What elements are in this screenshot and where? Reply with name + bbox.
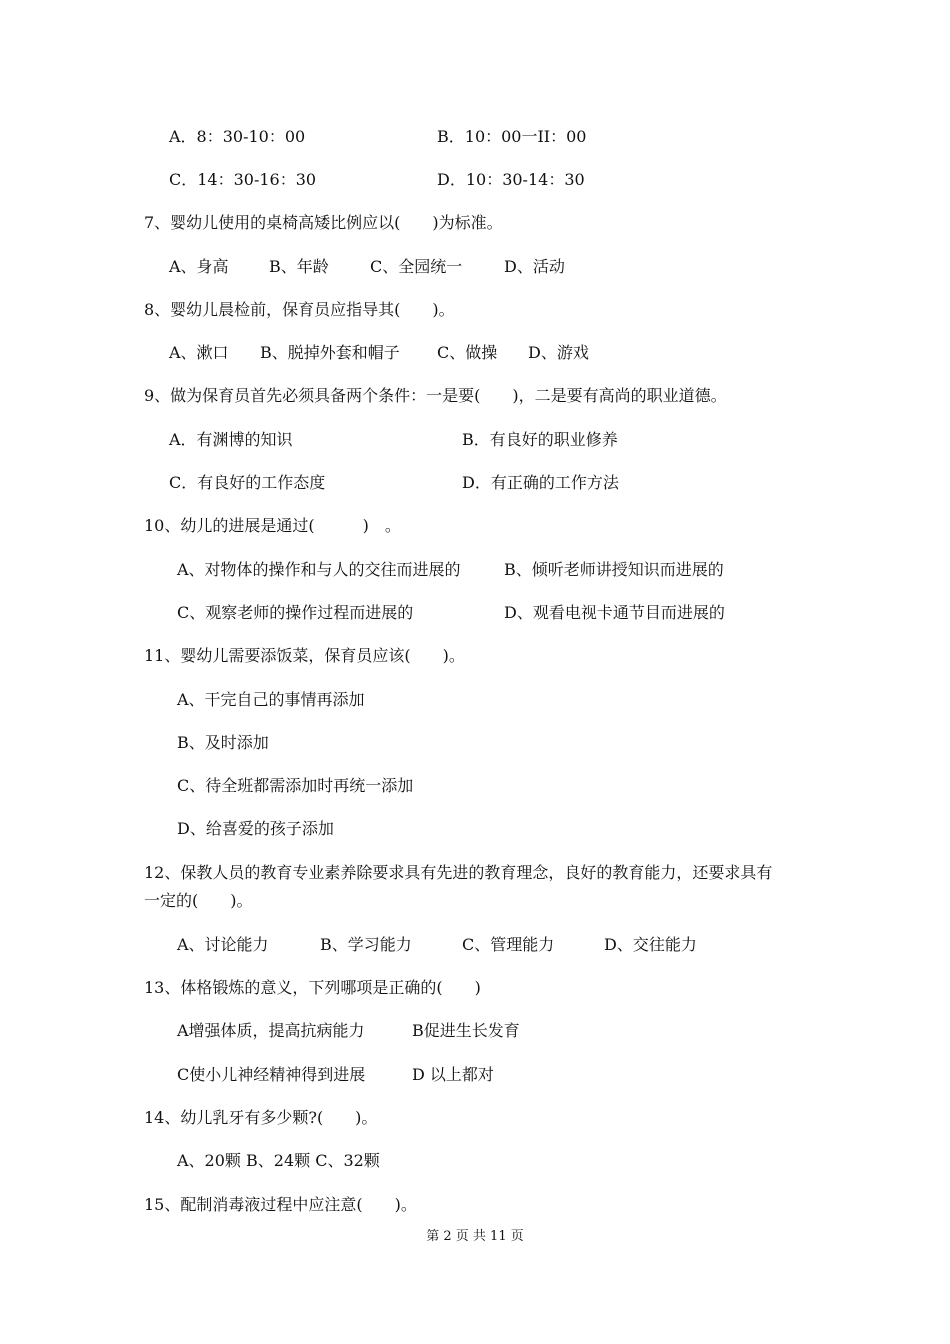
q9-option-d: D．有正确的工作方法: [462, 473, 619, 492]
q9-option-a: A．有渊博的知识: [169, 430, 293, 449]
q6-option-b: B．10：00一II：00: [437, 127, 587, 146]
q7-option-a: A、身高: [169, 257, 229, 276]
q13-stem: 13、体格锻炼的意义，下列哪项是正确的( ): [144, 978, 481, 997]
q6-option-a: A．8：30-10：00: [169, 127, 306, 146]
q11-option-c: C、待全班都需添加时再统一添加: [177, 776, 414, 795]
q9-stem: 9、做为保育员首先必须具备两个条件：一是要( )，二是要有高尚的职业道德。: [144, 386, 727, 405]
q8-option-c: C、做操: [437, 343, 498, 362]
q11-option-a: A、干完自己的事情再添加: [177, 690, 365, 709]
q12-option-c: C、管理能力: [462, 935, 555, 954]
q9-option-b: B．有良好的职业修养: [462, 430, 618, 449]
q12-option-a: A、讨论能力: [177, 935, 269, 954]
q12-stem-line-1: 12、保教人员的教育专业素养除要求具有先进的教育理念，良好的教育能力，还要求具有: [144, 863, 773, 882]
q10-option-b: B、倾听老师讲授知识而进展的: [504, 560, 724, 579]
q15-stem: 15、配制消毒液过程中应注意( )。: [144, 1195, 417, 1214]
q11-option-d: D、给喜爱的孩子添加: [177, 819, 334, 838]
q13-option-c: C使小儿神经精神得到进展: [177, 1065, 366, 1084]
q11-option-b: B、及时添加: [177, 733, 269, 752]
q13-option-a: A增强体质，提高抗病能力: [177, 1021, 365, 1040]
q13-option-b: B促进生长发育: [412, 1021, 520, 1040]
q14-stem: 14、幼儿乳牙有多少颗?( )。: [144, 1108, 378, 1127]
q8-option-a: A、漱口: [169, 343, 229, 362]
q12-stem-line-2: 一定的( )。: [144, 891, 253, 910]
q11-stem: 11、婴幼儿需要添饭菜，保育员应该( )。: [144, 646, 465, 665]
q10-option-c: C、观察老师的操作过程而进展的: [177, 603, 414, 622]
q10-stem: 10、幼儿的进展是通过( ) 。: [144, 516, 401, 535]
q7-option-b: B、年龄: [269, 257, 329, 276]
q9-option-c: C．有良好的工作态度: [169, 473, 326, 492]
q6-option-c: C．14：30-16：30: [169, 170, 317, 189]
q10-option-a: A、对物体的操作和与人的交往而进展的: [177, 560, 461, 579]
q7-stem: 7、婴幼儿使用的桌椅高矮比例应以( )为标准。: [144, 213, 503, 232]
q14-options: A、20颗 B、24颗 C、32颗: [177, 1151, 380, 1170]
q7-option-c: C、全园统一: [370, 257, 463, 276]
q12-option-b: B、学习能力: [320, 935, 412, 954]
q12-option-d: D、交往能力: [604, 935, 697, 954]
q10-option-d: D、观看电视卡通节目而进展的: [504, 603, 725, 622]
q8-option-b: B、脱掉外套和帽子: [260, 343, 400, 362]
q6-option-d: D．10：30-14：30: [437, 170, 585, 189]
q13-option-d: D 以上都对: [412, 1065, 494, 1084]
page-number-footer: 第 2 页 共 11 页: [426, 1229, 524, 1244]
q7-option-d: D、活动: [504, 257, 565, 276]
q8-stem: 8、婴幼儿晨检前，保育员应指导其( )。: [144, 300, 455, 319]
q8-option-d: D、游戏: [528, 343, 589, 362]
